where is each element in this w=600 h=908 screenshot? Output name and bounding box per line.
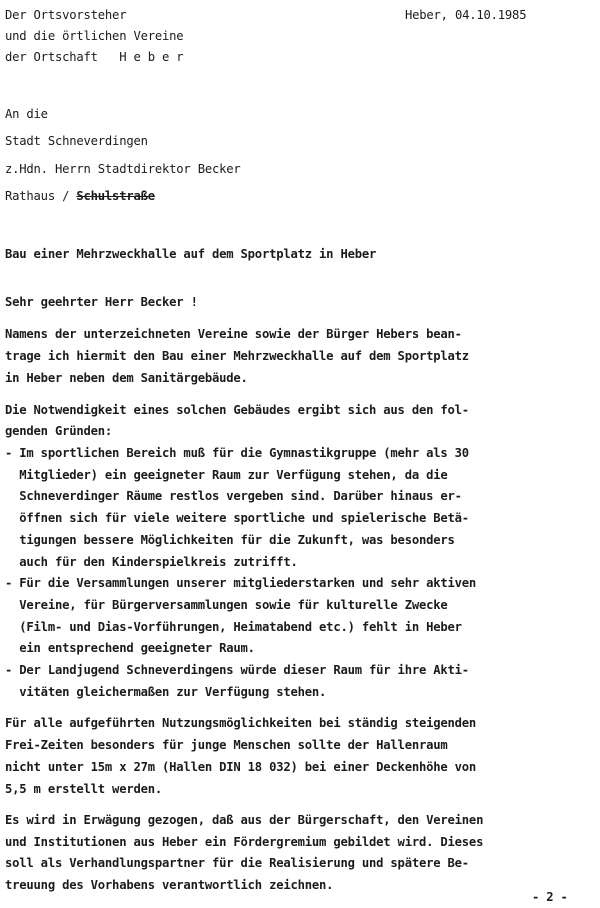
bullet-1-line-1: - Im sportlichen Bereich muß für die Gymnastikgruppe (mehr als 30 — [5, 446, 469, 460]
paragraph-4-line-1: Es wird in Erwägung gezogen, daß aus der Bürgerschaft, den Vereinen — [5, 813, 484, 827]
paragraph-4-line-2: und Institutionen aus Heber ein Fördergremium gebildet wird. Dieses — [5, 835, 484, 849]
bullet-3-line-2: vitäten gleichermaßen zur Verfügung stehen. — [5, 685, 327, 699]
subject-line: Bau einer Mehrzweckhalle auf dem Sportplatz in Heber — [5, 247, 377, 261]
bullet-2-line-1: - Für die Versammlungen unserer mitgliederstarken und sehr aktiven — [5, 576, 477, 590]
recipient-line-3: z.Hdn. Herrn Stadtdirektor Becker — [5, 162, 241, 176]
recipient-line-1: An die — [5, 107, 48, 121]
paragraph-2-line-2: genden Gründen: — [5, 424, 113, 438]
paragraph-1-line-1: Namens der unterzeichneten Vereine sowie der Bürger Hebers bean- — [5, 327, 462, 341]
bullet-1-line-5: tigungen bessere Möglichkeiten für die Zukunft, was besonders — [5, 533, 455, 547]
recipient-address-prefix: Rathaus / — [5, 189, 77, 203]
sender-line-3: der Ortschaft H e b e r — [5, 50, 184, 64]
paragraph-2-line-1: Die Notwendigkeit eines solchen Gebäudes ergibt sich aus den fol- — [5, 403, 469, 417]
bullet-1-line-3: Schneverdinger Räume restlos vergeben sind. Darüber hinaus er- — [5, 489, 462, 503]
recipient-line-4 — [5, 189, 155, 203]
salutation: Sehr geehrter Herr Becker ! — [5, 295, 198, 309]
paragraph-3-line-2: Frei-Zeiten besonders für junge Menschen sollte der Hallenraum — [5, 738, 448, 752]
paragraph-4-line-4: treuung des Vorhabens verantwortlich zeichnen. — [5, 878, 334, 892]
paragraph-3-line-3: nicht unter 15m x 27m (Hallen DIN 18 032) bei einer Deckenhöhe von — [5, 760, 477, 774]
page-number-marker: - 2 - — [532, 890, 568, 904]
paragraph-1-line-3: in Heber neben dem Sanitärgebäude. — [5, 371, 248, 385]
recipient-address-struck: Schulstraße — [76, 189, 155, 203]
bullet-2-line-2: Vereine, für Bürgerversammlungen sowie für kulturelle Zwecke — [5, 598, 448, 612]
recipient-line-2: Stadt Schneverdingen — [5, 134, 148, 148]
bullet-1-line-2: Mitglieder) ein geeigneter Raum zur Verfügung stehen, da die — [5, 468, 448, 482]
paragraph-4-line-3: soll als Verhandlungspartner für die Realisierung und spätere Be- — [5, 856, 469, 870]
sender-line-2: und die örtlichen Vereine — [5, 29, 184, 43]
paragraph-3-line-1: Für alle aufgeführten Nutzungsmöglichkeiten bei ständig steigenden — [5, 716, 477, 730]
paragraph-1-line-2: trage ich hiermit den Bau einer Mehrzweckhalle auf dem Sportplatz — [5, 349, 469, 363]
letter-date: Heber, 04.10.1985 — [405, 8, 527, 22]
sender-line-1: Der Ortsvorsteher — [5, 8, 127, 22]
paragraph-3-line-4: 5,5 m erstellt werden. — [5, 782, 163, 796]
bullet-3-line-1: - Der Landjugend Schneverdingens würde dieser Raum für ihre Akti- — [5, 663, 469, 677]
bullet-1-line-6: auch für den Kinderspielkreis zutrifft. — [5, 555, 298, 569]
bullet-1-line-4: öffnen sich für viele weitere sportliche und spielerische Betä- — [5, 511, 469, 525]
bullet-2-line-3: (Film- und Dias-Vorführungen, Heimatabend etc.) fehlt in Heber — [5, 620, 462, 634]
bullet-2-line-4: ein entsprechend geeigneter Raum. — [5, 641, 255, 655]
